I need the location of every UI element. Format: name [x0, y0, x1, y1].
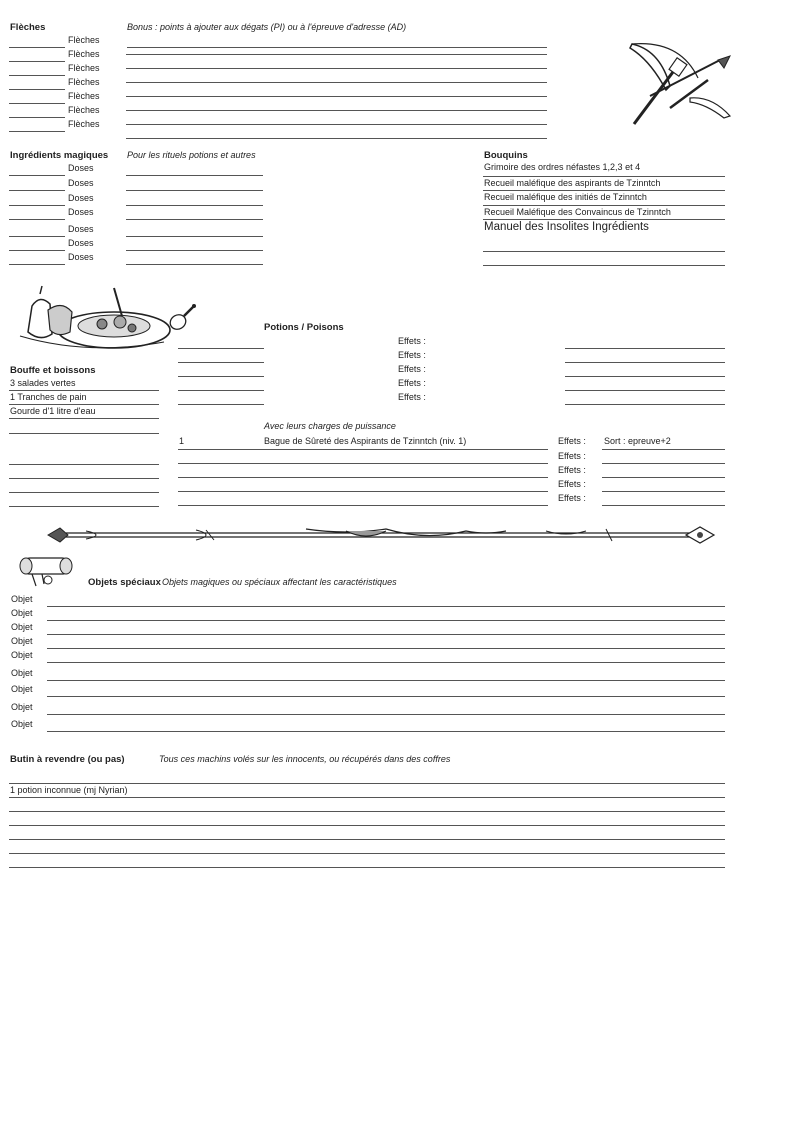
arrow-bonus-line — [126, 68, 547, 69]
ingredient-name-line — [126, 175, 263, 176]
ingredient-qty-line — [9, 219, 65, 220]
ingredient-name-line — [126, 236, 263, 237]
arrows-note: Bonus : points à ajouter aux dégats (PI) ou à l'épreuve d'adresse (AD) — [127, 22, 407, 32]
charged-effect-line — [602, 477, 725, 478]
charged-item-effects-label: Effets : — [558, 451, 586, 461]
charged-item-line — [178, 505, 548, 506]
charged-item-line — [178, 477, 548, 478]
ingredient-row-label: Doses — [68, 193, 94, 203]
arrows-heading: Flèches — [10, 22, 46, 33]
ingredient-name-line — [126, 205, 263, 206]
special-object-line — [47, 680, 725, 681]
arrow-bonus-line — [126, 82, 547, 83]
potion-effect-line — [565, 348, 725, 349]
ingredient-qty-line — [9, 264, 65, 265]
potion-name-line — [178, 376, 264, 377]
potion-name-line — [178, 390, 264, 391]
charged-effect-line — [602, 463, 725, 464]
loot-heading: Butin à revendre (ou pas) — [10, 754, 125, 765]
ingredient-qty-line — [9, 250, 65, 251]
ingredient-row-label: Doses — [68, 163, 94, 173]
arrow-row-label: Flèches — [68, 91, 100, 101]
loot-item: 1 potion inconnue (mj Nyrian) — [10, 785, 128, 795]
charged-item-line — [178, 463, 548, 464]
arrow-row-label: Flèches — [68, 77, 100, 87]
ingredient-row-label: Doses — [68, 178, 94, 188]
arrow-qty-line — [9, 61, 65, 62]
special-object-label: Objet — [11, 608, 33, 618]
potion-effects-label: Effets : — [398, 392, 426, 402]
potion-effect-line — [565, 362, 725, 363]
special-objects-note: Objets magiques ou spéciaux affectant les caractéristiques — [162, 577, 397, 587]
charged-effect-line — [602, 505, 725, 506]
potion-effects-label: Effets : — [398, 364, 426, 374]
arrow-qty-line — [9, 103, 65, 104]
special-object-label: Objet — [11, 702, 33, 712]
arrow-row-label: Flèches — [68, 119, 100, 129]
potion-name-line — [178, 348, 264, 349]
special-object-label: Objet — [11, 719, 33, 729]
charged-items-note: Avec leurs charges de puissance — [264, 421, 396, 431]
charged-item-effects-label: Effets : — [558, 479, 586, 489]
arrow-row-label: Flèches — [68, 105, 100, 115]
arrow-qty-line — [9, 75, 65, 76]
potion-flask-icon — [166, 302, 200, 332]
arrow-bonus-line — [126, 54, 547, 55]
food-item: 1 Tranches de pain — [10, 392, 87, 402]
book-item: Grimoire des ordres néfastes 1,2,3 et 4 — [484, 162, 641, 172]
ingredient-name-line — [126, 219, 263, 220]
potion-effect-line — [565, 376, 725, 377]
ingredient-row-label: Doses — [68, 224, 94, 234]
ingredient-qty-line — [9, 175, 65, 176]
charged-item-qty: 1 — [179, 436, 185, 446]
special-object-label: Objet — [11, 622, 33, 632]
arrow-row-label: Flèches — [68, 35, 100, 45]
books-heading: Bouquins — [484, 150, 528, 161]
ingredient-row-label: Doses — [68, 207, 94, 217]
charged-effect-line — [602, 491, 725, 492]
ingredients-heading: Ingrédients magiques — [10, 150, 109, 161]
special-object-line — [47, 714, 725, 715]
ingredient-name-line — [126, 190, 263, 191]
potion-effects-label: Effets : — [398, 378, 426, 388]
potion-effect-line — [565, 390, 725, 391]
special-object-line — [47, 634, 725, 635]
special-objects-heading: Objets spéciaux — [88, 577, 161, 588]
book-item: Manuel des Insolites Ingrédients — [484, 221, 649, 233]
special-object-label: Objet — [11, 684, 33, 694]
arrow-bonus-line — [126, 110, 547, 111]
potion-effects-label: Effets : — [398, 336, 426, 346]
food-item: 3 salades vertes — [10, 378, 76, 388]
charged-item-effects-label: Effets : — [558, 493, 586, 503]
charged-item-name: Bague de Sûreté des Aspirants de Tzinntch (niv. 1) — [264, 436, 467, 446]
potion-effect-line — [565, 404, 725, 405]
arrow-qty-line — [9, 89, 65, 90]
food-item: Gourde d'1 litre d'eau — [10, 406, 96, 416]
loot-note: Tous ces machins volés sur les innocents, ou récupérés dans des coffres — [159, 754, 451, 764]
food-platter-icon — [18, 286, 168, 354]
arrow-row-label: Flèches — [68, 49, 100, 59]
ingredient-row-label: Doses — [68, 252, 94, 262]
potion-effects-label: Effets : — [398, 350, 426, 360]
staff-divider-icon — [46, 523, 716, 547]
arrow-bonus-line — [126, 138, 547, 139]
ingredient-qty-line — [9, 205, 65, 206]
arrow-bonus-line — [126, 96, 547, 97]
book-item: Recueil maléfique des initiés de Tzinntch — [484, 192, 647, 202]
potions-heading: Potions / Poisons — [264, 322, 344, 333]
special-object-line — [47, 606, 725, 607]
charged-item-effect: Sort : epreuve+2 — [604, 436, 671, 446]
food-heading: Bouffe et boissons — [10, 365, 96, 376]
arrow-qty-line — [9, 131, 65, 132]
special-object-label: Objet — [11, 636, 33, 646]
book-item: Recueil Maléfique des Convaincus de Tzinntch — [484, 207, 671, 217]
special-object-label: Objet — [11, 594, 33, 604]
arrow-bonus-line — [126, 124, 547, 125]
charged-item-effects-label: Effets : — [558, 465, 586, 475]
charged-item-effects-label: Effets : — [558, 436, 586, 446]
special-object-label: Objet — [11, 650, 33, 660]
scroll-icon — [16, 552, 76, 588]
arrow-row-label: Flèches — [68, 63, 100, 73]
ingredient-qty-line — [9, 236, 65, 237]
ingredient-row-label: Doses — [68, 238, 94, 248]
special-object-line — [47, 696, 725, 697]
book-item: Recueil maléfique des aspirants de Tzinntch — [484, 178, 661, 188]
crossed-swords-icon — [620, 38, 740, 130]
charged-item-line — [178, 491, 548, 492]
ingredient-qty-line — [9, 190, 65, 191]
arrow-qty-line — [9, 117, 65, 118]
potion-name-line — [178, 362, 264, 363]
special-object-label: Objet — [11, 668, 33, 678]
potion-name-line — [178, 404, 264, 405]
ingredients-note: Pour les rituels potions et autres — [127, 150, 256, 160]
ingredient-name-line — [126, 264, 263, 265]
special-object-line — [47, 662, 725, 663]
arrow-qty-line — [9, 47, 65, 48]
special-object-line — [47, 648, 725, 649]
special-object-line — [47, 731, 725, 732]
special-object-line — [47, 620, 725, 621]
ingredient-name-line — [126, 250, 263, 251]
